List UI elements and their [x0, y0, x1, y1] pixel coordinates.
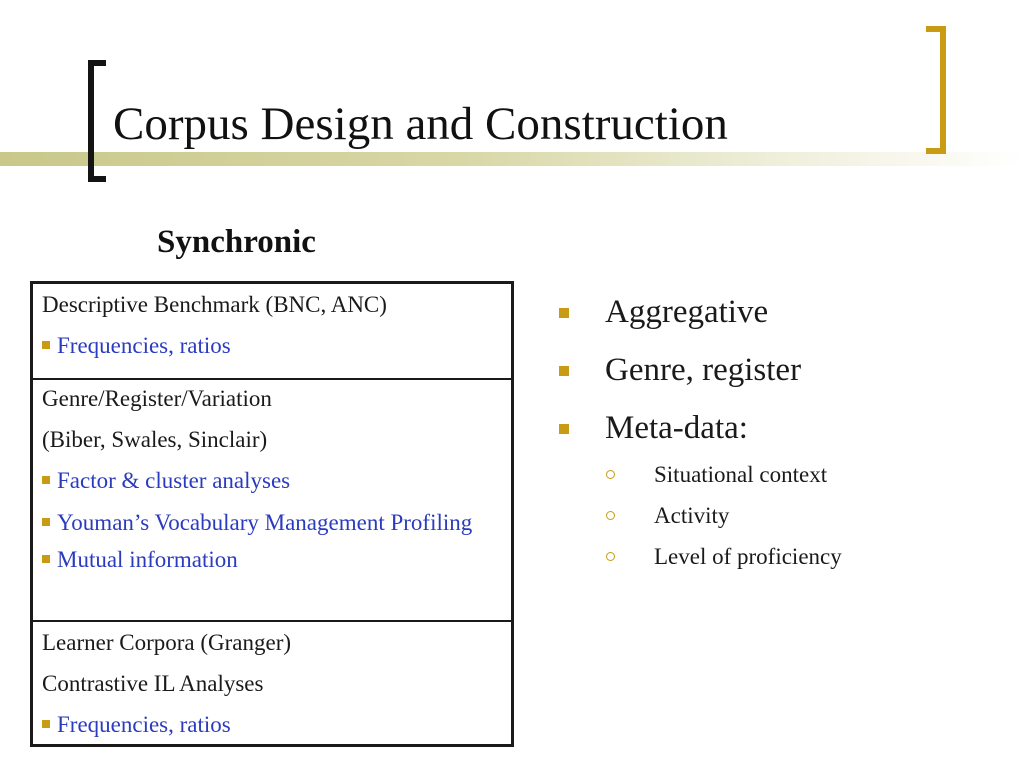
left-bracket-icon — [88, 60, 106, 182]
square-bullet-icon — [559, 424, 569, 434]
list-item: Frequencies, ratios — [42, 333, 501, 359]
row-subheading: (Biber, Swales, Sinclair) — [42, 427, 268, 452]
row-heading: Descriptive Benchmark (BNC, ANC) — [42, 292, 387, 317]
square-bullet-icon — [42, 518, 50, 526]
title-band — [0, 152, 1024, 166]
corpus-table — [30, 281, 514, 747]
ring-bullet-icon — [606, 552, 615, 561]
right-bracket-icon — [926, 26, 946, 154]
square-bullet-icon — [42, 555, 50, 563]
ring-bullet-icon — [606, 511, 615, 520]
subheading: Synchronic — [157, 224, 316, 260]
list-item: Frequencies, ratios — [42, 712, 501, 738]
ring-bullet-icon — [606, 470, 615, 479]
square-bullet-icon — [42, 341, 50, 349]
list-item: Factor & cluster analyses — [42, 468, 501, 494]
row-subheading: Contrastive IL Analyses — [42, 671, 264, 696]
table-row — [33, 284, 511, 378]
row-heading: Genre/Register/Variation — [42, 386, 272, 411]
sub-list — [555, 460, 995, 583]
list-item: Youman’s Vocabulary Management Profiling — [42, 506, 501, 539]
list-item: Activity — [555, 501, 995, 542]
square-bullet-icon — [559, 308, 569, 318]
list-item: Mutual information — [42, 547, 501, 573]
square-bullet-icon — [42, 720, 50, 728]
row-heading: Learner Corpora (Granger) — [42, 630, 292, 655]
slide-title: Corpus Design and Construction — [113, 98, 728, 150]
table-row — [33, 378, 511, 620]
list-item: Meta-data: — [555, 406, 995, 464]
list-item: Genre, register — [555, 348, 995, 406]
table-row — [33, 620, 511, 747]
bullet-list — [555, 290, 995, 583]
list-item: Aggregative — [555, 290, 995, 348]
list-item: Situational context — [555, 460, 995, 501]
square-bullet-icon — [559, 366, 569, 376]
square-bullet-icon — [42, 476, 50, 484]
list-item: Level of proficiency — [555, 542, 995, 583]
